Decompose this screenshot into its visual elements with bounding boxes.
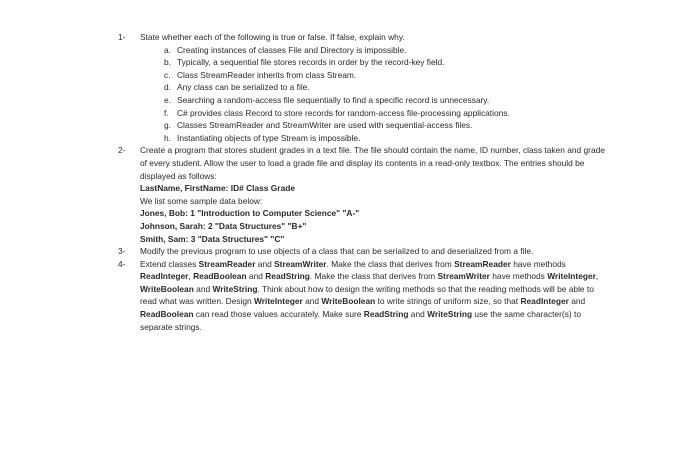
- question-number: 4-: [118, 258, 126, 269]
- question-text: Modify the previous program to use objects of a class that can be serialized to and deserialized from a file.: [140, 246, 534, 257]
- question-number: 1-: [118, 32, 126, 42]
- text-run: and: [193, 283, 213, 294]
- entry-format: LastName, FirstName: ID# Class Grade: [140, 183, 295, 194]
- text-run: and: [246, 271, 266, 282]
- text-run: have methods: [510, 258, 566, 269]
- method-name: ReadInteger: [140, 271, 189, 282]
- sample-intro: We list some sample data below:: [140, 195, 263, 206]
- text-run: . Make the class that derives from: [309, 271, 438, 282]
- method-name: WriteString: [212, 283, 258, 294]
- question-3: [118, 245, 608, 258]
- text-run: and: [408, 309, 428, 320]
- item-letter: b.: [164, 57, 171, 68]
- item-text: Creating instances of classes File and Directory is impossible.: [177, 44, 407, 55]
- question-number: 2-: [118, 145, 126, 156]
- method-name: WriteBoolean: [140, 283, 194, 294]
- question-text: Create a program that stores student grades in a text file. The file should contain the name, ID number, class taken and grade of every student. Allow the user to load a grade file and display its contents in a read-only textbox. The entries should be displayed as follows:: [140, 145, 605, 181]
- item-text: Any class can be serialized to a file.: [177, 82, 310, 93]
- text-run: and: [302, 296, 322, 307]
- item-letter: h.: [164, 132, 171, 143]
- text-run: to write strings of uniform size, so that: [375, 296, 521, 307]
- item-text: C# provides class Record to store records for random-access file-processing applications.: [177, 107, 510, 118]
- method-name: ReadString: [363, 309, 409, 320]
- method-name: ReadInteger: [520, 296, 569, 307]
- item-text: Searching a random-access file sequentially to find a specific record is unnecessary.: [177, 94, 490, 105]
- item-text: Classes StreamReader and StreamWriter are used with sequential-access files.: [177, 120, 473, 131]
- text-run: and: [568, 296, 586, 307]
- question-text: State whether each of the following is true or false. If false, explain why.: [140, 32, 405, 42]
- text-run: Extend classes: [140, 258, 199, 269]
- list-item: [164, 81, 608, 94]
- true-false-list: [140, 44, 608, 145]
- exercise-list: [118, 31, 608, 333]
- class-name: StreamReader: [454, 258, 511, 269]
- text-run: and: [255, 258, 275, 269]
- method-name: WriteInteger: [254, 296, 303, 307]
- item-letter: g.: [164, 120, 171, 131]
- item-letter: f.: [164, 107, 169, 118]
- method-name: ReadString: [265, 271, 310, 282]
- text-run: . Think about how to design the writing methods so that the reading methods will be able to read what was written. Design: [140, 283, 594, 307]
- question-1: [118, 31, 608, 144]
- method-name: ReadBoolean: [140, 309, 194, 320]
- method-name: WriteString: [427, 309, 473, 320]
- item-text: Typically, a sequential file stores records in order by the record-key field.: [177, 57, 445, 68]
- text-run: have methods: [489, 271, 548, 282]
- list-item: [164, 119, 608, 132]
- question-number: 3-: [118, 246, 126, 257]
- method-name: ReadBoolean: [193, 271, 247, 282]
- list-item: [164, 94, 608, 107]
- list-item: [164, 56, 608, 69]
- item-text: Class StreamReader inherits from class Stream.: [177, 69, 357, 80]
- class-name: StreamWriter: [274, 258, 327, 269]
- method-name: WriteInteger: [547, 271, 596, 282]
- item-letter: a.: [164, 44, 171, 55]
- question-text: [140, 258, 608, 334]
- sample-line: Smith, Sam: 3 "Data Structures" "C": [140, 233, 285, 244]
- sample-line: Johnson, Sarah: 2 "Data Structures" "B+": [140, 220, 307, 231]
- question-4: [118, 258, 608, 334]
- class-name: StreamReader: [198, 258, 256, 269]
- item-letter: e.: [164, 94, 171, 105]
- item-letter: c.: [164, 69, 171, 80]
- item-text: Instantiating objects of type Stream is impossible.: [177, 132, 361, 143]
- text-run: can read those values accurately. Make sure: [193, 309, 364, 320]
- text-run: . Make the class that derives from: [326, 258, 455, 269]
- text-run: use the same character(s) to separate strings.: [140, 309, 581, 332]
- list-item: [164, 69, 608, 82]
- list-item: [164, 107, 608, 120]
- text-run: ,: [595, 271, 599, 282]
- class-name: StreamWriter: [437, 271, 490, 282]
- text-run: ,: [188, 271, 194, 282]
- item-letter: d.: [164, 82, 171, 93]
- method-name: WriteBoolean: [321, 296, 376, 307]
- list-item: [164, 132, 608, 145]
- sample-line: Jones, Bob: 1 "Introduction to Computer Science" "A-": [140, 208, 360, 219]
- question-2: [118, 144, 608, 245]
- list-item: [164, 44, 608, 57]
